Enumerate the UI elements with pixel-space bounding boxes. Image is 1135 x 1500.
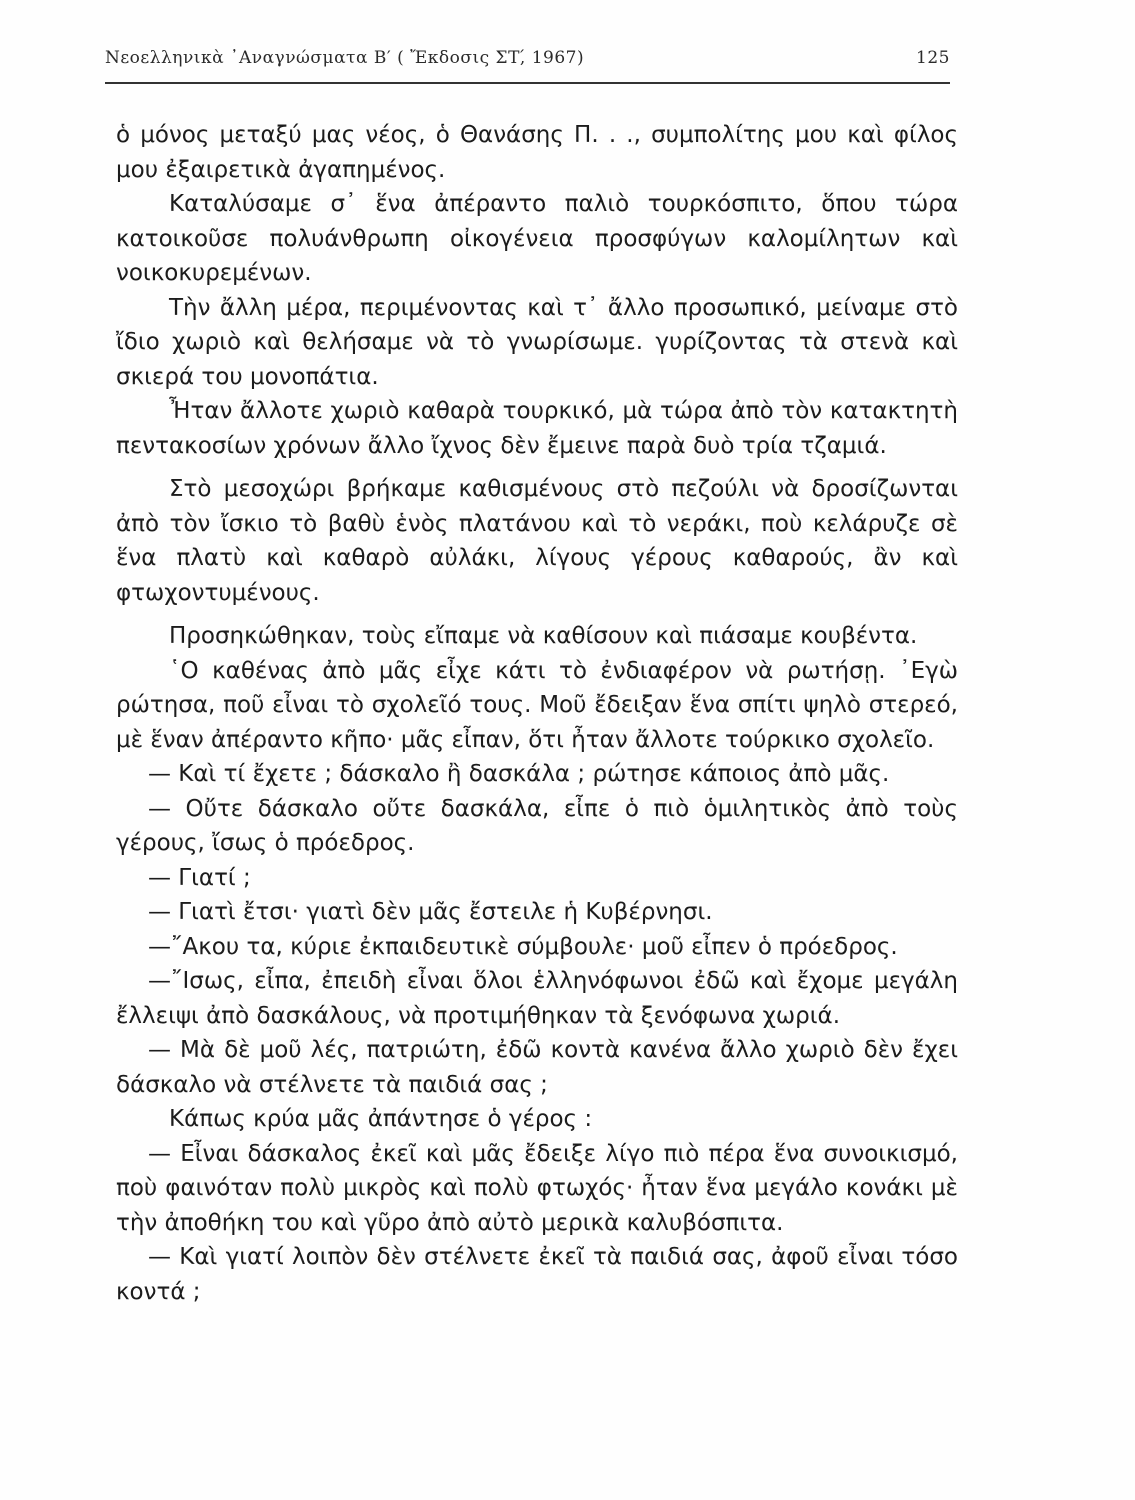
paragraph: Τὴν ἄλλη μέρα, περιμένοντας καὶ τ᾿ ἄλλο προσωπικό, μείναμε στὸ ἴδιο χωριὸ καὶ θελήσαμε νὰ τὸ γνωρίσωμε. γυρίζοντας τὰ στενὰ καὶ σκιερά του μονοπάτια.: [116, 294, 958, 390]
dialogue-line: — Γιατί ;: [148, 864, 251, 891]
dialogue-line: —῎Ακου τα, κύριε ἐκπαιδευτικὲ σύμβουλε· μοῦ εἶπεν ὁ πρόεδρος.: [148, 933, 898, 960]
paragraph: ῾Ο καθένας ἀπὸ μᾶς εἶχε κάτι τὸ ἐνδιαφέρον νὰ ρωτήσῃ. ᾿Εγὼ ρώτησα, ποῦ εἶναι τὸ σχολεῖό τους. Μοῦ ἔδειξαν ἕνα σπίτι ψηλὸ στερεό, μὲ ἕναν ἀπέραντο κῆπο· μᾶς εἶπαν, ὅτι ἦταν ἄλλοτε τούρκικο σχολεῖο.: [116, 657, 958, 753]
dialogue-line: — Εἶναι δάσκαλος ἐκεῖ καὶ μᾶς ἔδειξε λίγο πιὸ πέρα ἕνα συνοικισμό, ποὺ φαινόταν πολὺ μικρὸς καὶ πολὺ φτωχός· ἦταν ἕνα μεγάλο κονάκι μὲ τὴν ἀποθήκη του καὶ γῦρο ἀπὸ αὐτὸ μερικὰ καλυβόσπιτα.: [116, 1140, 958, 1236]
paragraph: Ἦταν ἄλλοτε χωριὸ καθαρὰ τουρκικό, μὰ τώρα ἀπὸ τὸν κατακτητὴ πεντακοσίων χρόνων ἄλλο ἴχνος δὲν ἔμεινε παρὰ δυὸ τρία τζαμιά.: [116, 398, 958, 459]
dialogue-line: —῎Ισως, εἶπα, ἐπειδὴ εἶναι ὅλοι ἑλληνόφωνοι ἐδῶ καὶ ἔχομε μεγάλη ἔλλειψι ἀπὸ δασκάλους, νὰ προτιμήθηκαν τὰ ξενόφωνα χωριά.: [116, 968, 958, 1029]
header-title: Νεοελληνικὰ ᾿Αναγνώσματα Β′ ( Ἔκδοσις ΣΤ,́ 1967): [105, 48, 585, 68]
paragraph: Προσηκώθηκαν, τοὺς εἴπαμε νὰ καθίσουν καὶ πιάσαμε κουβέντα.: [169, 623, 918, 649]
paragraph: Καταλύσαμε σ᾿ ἕνα ἀπέραντο παλιὸ τουρκόσπιτο, ὅπου τώρα κατοικοῦσε πολυάνθρωπη οἰκογένεια προσφύγων καλομίλητων καὶ νοικοκυρεμένων.: [116, 191, 958, 286]
dialogue-line: — Καὶ τί ἔχετε ; δάσκαλο ἢ δασκάλα ; ρώτησε κάποιος ἀπὸ μᾶς.: [148, 761, 890, 787]
dialogue-line: — Καὶ γιατί λοιπὸν δὲν στέλνετε ἐκεῖ τὰ παιδιά σας, ἀφοῦ εἶναι τόσο κοντά ;: [116, 1244, 958, 1305]
paragraph: Στὸ μεσοχώρι βρήκαμε καθισμένους στὸ πεζούλι νὰ δροσίζωνται ἀπὸ τὸν ἴσκιο τὸ βαθὺ ἑνὸς πλατάνου καὶ τὸ νεράκι, ποὺ κελάρυζε σὲ ἕνα πλατὺ καὶ καθαρὸ αὐλάκι, λίγους γέρους καθαρούς, ἂν καὶ φτωχοντυμένους.: [116, 476, 958, 606]
page-number: 125: [916, 48, 950, 68]
paragraph: Κάπως κρύα μᾶς ἀπάντησε ὁ γέρος :: [169, 1106, 593, 1132]
dialogue-line: — Γιατὶ ἔτσι· γιατὶ δὲν μᾶς ἔστειλε ἡ Κυβέρνησι.: [148, 899, 713, 925]
dialogue-line: — Οὔτε δάσκαλο οὔτε δασκάλα, εἶπε ὁ πιὸ ὁμιλητικὸς ἀπὸ τοὺς γέρους, ἴσως ὁ πρόεδρος.: [116, 795, 958, 856]
paragraph: ὁ μόνος μεταξύ μας νέος, ὁ Θανάσης Π. . ., συμπολίτης μου καὶ φίλος μου ἐξαιρετικὰ ἀγαπημένος.: [116, 122, 958, 183]
text-body: [116, 118, 958, 1309]
running-header: [105, 44, 950, 78]
dialogue-line: — Μὰ δὲ μοῦ λές, πατριώτη, ἐδῶ κοντὰ κανένα ἄλλο χωριὸ δὲν ἔχει δάσκαλο νὰ στέλνετε τὰ παιδιά σας ;: [116, 1037, 958, 1098]
header-rule: [105, 82, 950, 84]
